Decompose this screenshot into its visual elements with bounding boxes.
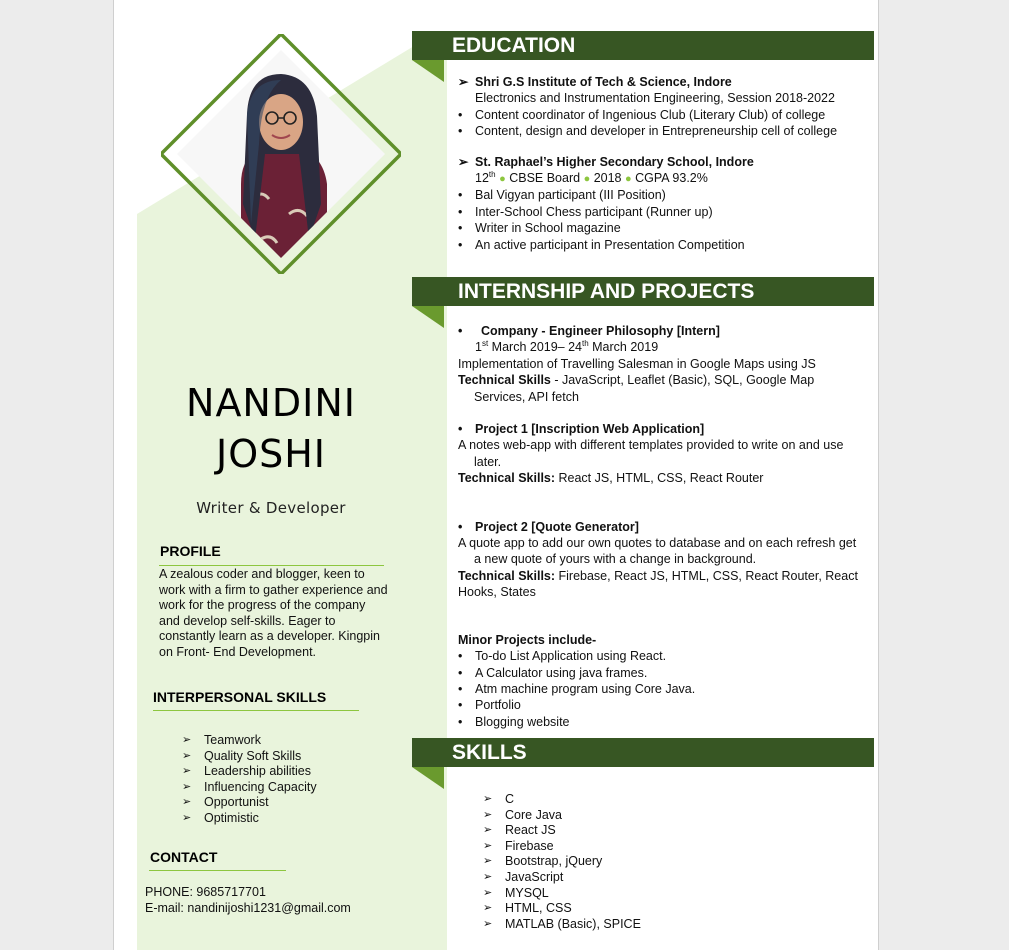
arrow-bullet-icon: ➢ — [483, 808, 493, 821]
list-item: ➢ Quality Soft Skills — [182, 748, 302, 763]
profile-text: A zealous coder and blogger, keen to work with a firm to gather experience and work for the progress of the company and develop self-skills. Eager to constantly learn as a developer. Kingpin on Front- End Development. — [159, 567, 388, 659]
list-item: • Writer in School magazine — [458, 221, 621, 236]
profile-rule — [159, 565, 384, 566]
list-item: ➢ React JS — [483, 823, 556, 838]
list-item: ➢ Influencing Capacity — [182, 779, 317, 794]
arrow-bullet-icon: ➢ — [182, 796, 192, 809]
list-item: ➢ Core Java — [483, 807, 562, 822]
list-item: ➢ C — [483, 792, 515, 806]
list-item: • A Calculator using java frames. — [458, 665, 648, 680]
skills-list — [483, 792, 641, 932]
school-detail: 12th ● CBSE Board ● 2018 ● CGPA 93.2% — [475, 169, 708, 186]
list-item: ➢ Optimistic — [182, 810, 259, 825]
arrow-bullet-icon: ➢ — [483, 855, 493, 868]
list-item: ➢ JavaScript — [483, 869, 564, 884]
project2-desc: A quote app to add our own quotes to database and on each refresh get a new quote of yours with a change in background. — [458, 536, 857, 567]
internship-banner: INTERNSHIP AND PROJECTS — [412, 277, 874, 306]
phone-text: PHONE: 9685717701 — [145, 885, 266, 899]
arrow-bullet-icon: ➢ — [483, 902, 493, 915]
list-item: • Bal Vigyan participant (III Position) — [458, 188, 666, 203]
first-name: NANDINI — [186, 381, 356, 425]
list-item: ➢ Opportunist — [182, 795, 269, 810]
arrow-bullet-icon: ➢ — [182, 734, 192, 746]
education-banner: EDUCATION — [412, 31, 874, 60]
profile-heading: PROFILE — [160, 543, 221, 559]
list-item: • Portfolio — [458, 698, 521, 713]
arrow-bullet-icon: ➢ — [458, 75, 469, 89]
resume-page — [113, 0, 879, 950]
list-item: • Inter-School Chess participant (Runner up) — [458, 204, 713, 219]
project2-tech: Technical Skills: Firebase, React JS, HTML, CSS, React Router, React Hooks, States — [458, 568, 858, 600]
skills-banner-fold — [412, 767, 444, 789]
skills-banner: SKILLS — [412, 738, 874, 767]
arrow-bullet-icon: ➢ — [483, 886, 493, 899]
last-name: JOSHI — [215, 432, 327, 476]
project2-title: • Project 2 [Quote Generator] — [458, 519, 639, 534]
interpersonal-rule — [153, 710, 359, 711]
arrow-bullet-icon: ➢ — [483, 839, 493, 852]
profile-photo — [161, 34, 401, 274]
education-banner-fold — [412, 60, 444, 82]
arrow-bullet-icon: ➢ — [483, 824, 493, 837]
list-item: • Content coordinator of Ingenious Club (Literary Club) of college — [458, 107, 826, 122]
company-tech: Technical Skills - JavaScript, Leaflet (Basic), SQL, Google Map Services, API fetch — [458, 373, 815, 404]
contact-heading: CONTACT — [150, 849, 218, 865]
minor-projects-heading: Minor Projects include- — [458, 632, 597, 647]
arrow-bullet-icon: ➢ — [458, 154, 469, 169]
project1-desc: A notes web-app with different templates provided to write on and use later. — [458, 438, 844, 469]
full-name — [137, 378, 405, 480]
list-item: • An active participant in Presentation Competition — [458, 237, 745, 252]
contact-info — [145, 884, 351, 916]
school-name: ➢ St. Raphael’s Higher Secondary School, Indore — [458, 154, 754, 169]
list-item: ➢ MATLAB (Basic), SPICE — [483, 916, 641, 931]
list-item: • Content, design and developer in Entrepreneurship cell of college — [458, 124, 838, 139]
list-item: ➢ Firebase — [483, 838, 554, 853]
list-item: ➢ Teamwork — [182, 733, 261, 747]
company-dates: 1st March 2019– 24th March 2019 — [475, 339, 659, 355]
list-item: ➢ Bootstrap, jQuery — [483, 854, 603, 869]
list-item: • Atm machine program using Core Java. — [458, 681, 696, 696]
arrow-bullet-icon: ➢ — [483, 793, 493, 805]
interpersonal-heading: INTERPERSONAL SKILLS — [153, 689, 327, 705]
internship-section — [458, 323, 863, 730]
college-detail: Electronics and Instrumentation Engineering, Session 2018-2022 — [475, 91, 835, 106]
arrow-bullet-icon: ➢ — [483, 917, 493, 930]
arrow-bullet-icon: ➢ — [483, 870, 493, 883]
email-link[interactable]: E-mail: nandinijoshi1231@gmail.com — [145, 901, 351, 915]
internship-banner-fold — [412, 306, 444, 328]
project1-tech: Technical Skills: React JS, HTML, CSS, React Router — [458, 471, 764, 486]
project1-title: • Project 1 [Inscription Web Application] — [458, 422, 705, 437]
college-name: ➢ Shri G.S Institute of Tech & Science, Indore — [458, 75, 732, 89]
education-section — [458, 74, 868, 253]
list-item: ➢ Leadership abilities — [182, 764, 312, 779]
arrow-bullet-icon: ➢ — [182, 811, 192, 824]
arrow-bullet-icon: ➢ — [182, 780, 192, 793]
role-title: Writer & Developer — [196, 499, 346, 517]
arrow-bullet-icon: ➢ — [182, 749, 192, 762]
list-item: ➢ HTML, CSS — [483, 901, 572, 916]
contact-rule — [149, 870, 286, 871]
list-item: • Blogging website — [458, 714, 570, 729]
list-item: ➢ MYSQL — [483, 885, 549, 900]
company-desc: Implementation of Travelling Salesman in Google Maps using JS — [458, 356, 816, 371]
list-item: • To-do List Application using React. — [458, 649, 667, 664]
interpersonal-list — [182, 733, 317, 827]
arrow-bullet-icon: ➢ — [182, 765, 192, 778]
company-title: • Company - Engineer Philosophy [Intern] — [458, 324, 720, 338]
